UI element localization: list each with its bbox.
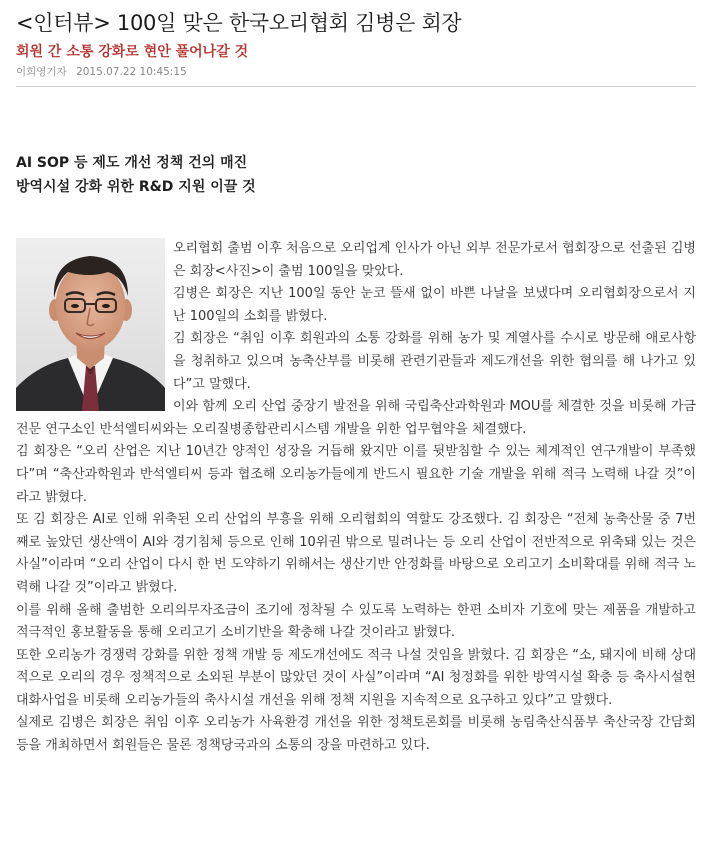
paragraph: 김 회장은 “취임 이후 회원과의 소통 강화를 위해 농가 및 계열사를 수시로 방문해 애로사항을 청취하고 있으며 농축산부를 비롯해 관련기관들과 제도개선을 위한 협의를 해 나가고 있다”고 말했다. (173, 331, 696, 392)
article-byline (16, 65, 187, 79)
summary-line: 방역시설 강화 위한 R&D 지원 이끌 것 (16, 179, 256, 195)
header-divider (16, 86, 696, 87)
author-name[interactable]: 이희영기자 (16, 66, 67, 78)
publish-datetime: 2015.07.22 10:45:15 (76, 66, 187, 78)
paragraph: 또 김 회장은 AI로 인해 위축된 오리 산업의 부흥을 위해 오리협회의 역할도 강조했다. 김 회장은 “전체 농축산물 중 7번째로 높았던 생산액이 AI와 경기침체 등으로 인해 10위권 밖으로 밀려나는 등 오리 산업이 전반적으로 위축돼 있는 것은 사실”이라며 “오리 산업이 다시 한 번 도약하기 위해서는 생산기반 안정화를 바탕으로 오리고기 소비확대를 위해 적극 노력해 나갈 것”이라고 밝혔다. (16, 512, 696, 595)
article-headline: <인터뷰> 100일 맞은 한국오리협회 김병은 회장 (16, 11, 462, 35)
paragraph: 이와 함께 오리 산업 중장기 발전을 위해 국립축산과학원과 MOU를 체결한 것을 비롯해 가금전문 연구소인 반석엘티씨와는 오리질병종합관리시스템 개발을 위한 업무협약을 체결했다. (16, 399, 696, 437)
article-summary (16, 151, 256, 199)
portrait-image (16, 238, 165, 411)
article-subheadline: 회원 간 소통 강화로 현안 풀어나갈 것 (16, 44, 249, 60)
paragraph: 오리협회 출범 이후 처음으로 오리업계 인사가 아닌 외부 전문가로서 협회장으로 선출된 김병은 회장<사진>이 출범 100일을 맞았다. (173, 241, 696, 279)
paragraph: 김병은 회장은 지난 100일 동안 눈코 뜰새 없이 바쁜 나날을 보냈다며 오리협회장으로서 지난 100일의 소회를 밝혔다. (173, 286, 696, 324)
summary-line: AI SOP 등 제도 개선 정책 건의 매진 (16, 155, 248, 171)
paragraph: 김 회장은 “오리 산업은 지난 10년간 양적인 성장을 거듭해 왔지만 이를 뒷받침할 수 있는 체계적인 연구개발이 부족했다”며 “축산과학원과 반석엘티씨 등과 협조해 오리농가들에게 반드시 필요한 기술 개발을 위해 적극 노력해 나갈 것”이라고 밝혔다. (16, 444, 696, 505)
paragraph: 실제로 김병은 회장은 취임 이후 오리농가 사육환경 개선을 위한 정책토론회를 비롯해 농림축산식품부 축산국장 간담회 등을 개최하면서 회원들은 물론 정책당국과의 소통의 장을 마련하고 있다. (16, 715, 696, 754)
paragraph: 이를 위해 올해 출범한 오리의무자조금이 조기에 정착될 수 있도록 노력하는 한편 소비자 기호에 맞는 제품을 개발하고 적극적인 홍보활동을 통해 오리고기 소비기반을 확충해 나갈 것이라고 밝혔다. (16, 602, 696, 641)
paragraph: 또한 오리농가 경쟁력 강화를 위한 정책 개발 등 제도개선에도 적극 나설 것임을 밝혔다. 김 회장은 “소, 돼지에 비해 상대적으로 오리의 경우 정책적으로 소외된 부분이 많았던 것이 사실”이라며 “AI 청정화를 위한 방역시설 확충 등 축사시설현대화사업을 비롯해 오리농가들의 축사시설 개선을 위해 정책 지원을 지속적으로 요구하고 있다”고 말했다. (16, 647, 696, 708)
portrait-photo (16, 238, 165, 411)
